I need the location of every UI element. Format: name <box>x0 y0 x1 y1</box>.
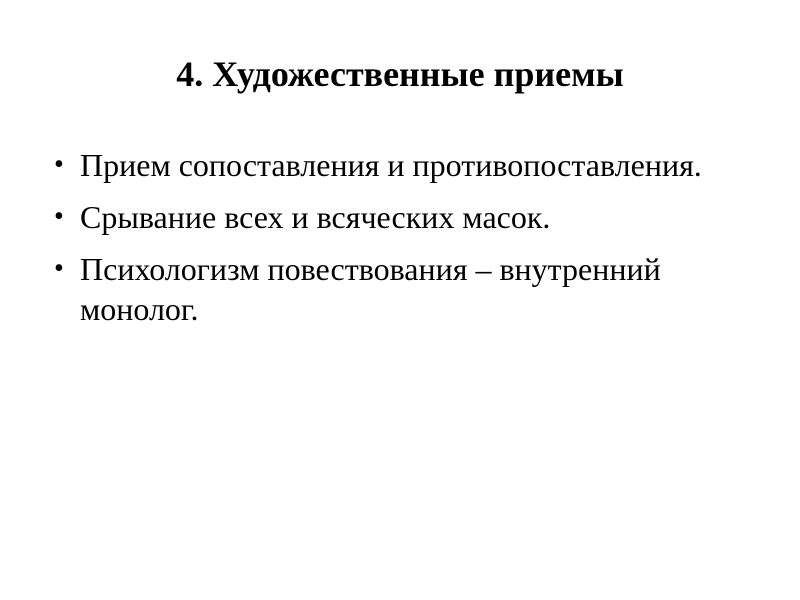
bullet-marker-icon: • <box>54 149 64 180</box>
bullet-item <box>50 249 750 329</box>
bullet-text: Психологизм повествования – внутренний монолог. <box>80 251 661 327</box>
bullet-item <box>50 145 750 185</box>
bullet-list <box>50 145 750 341</box>
slide-title: 4. Художественные приемы <box>176 54 624 94</box>
bullet-marker-icon: • <box>54 253 64 284</box>
bullet-text: Прием сопоставления и противопоставления. <box>80 147 702 183</box>
bullet-item <box>50 197 750 237</box>
bullet-text: Срывание всех и всяческих масок. <box>80 199 551 235</box>
bullet-marker-icon: • <box>54 201 64 232</box>
